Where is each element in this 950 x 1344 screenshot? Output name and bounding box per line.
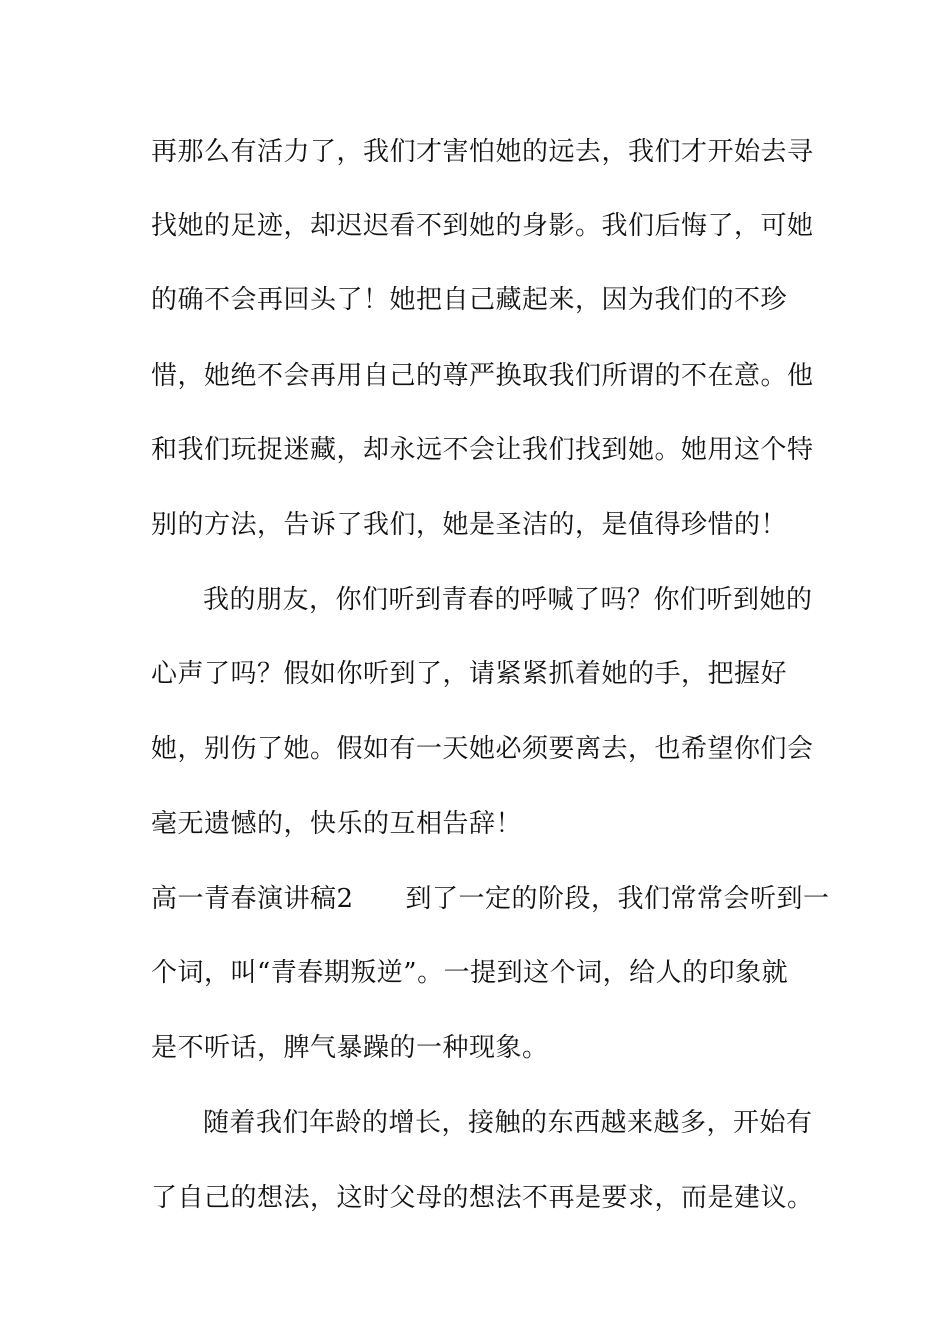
text-line: 我的朋友，你们听到青春的呼喊了吗？你们听到她的 — [203, 585, 813, 615]
heading-paragraph-start: 到了一定的阶段，我们常常会听到一 — [405, 884, 830, 914]
text-line: 别的方法，告诉了我们，她是圣洁的，是值得珍惜的！ — [151, 510, 788, 540]
text-line: 了自己的想法，这时父母的想法不再是要求，而是建议。 — [151, 1183, 814, 1213]
text-line: 和我们玩捉迷藏，却永远不会让我们找到她。她用这个特 — [151, 435, 814, 465]
section-heading: 高一青春演讲稿2 — [151, 884, 354, 914]
text-line: 找她的足迹，却迟迟看不到她的身影。我们后悔了，可她 — [151, 211, 814, 241]
text-line: 毫无遗憾的，快乐的互相告辞！ — [151, 809, 523, 839]
text-line: 是不听话，脾气暴躁的一种现象。 — [151, 1033, 549, 1063]
text-line: 的确不会再回头了！她把自己藏起来，因为我们的不珍 — [151, 285, 788, 315]
text-line: 随着我们年龄的增长，接触的东西越来越多，开始有 — [203, 1108, 813, 1138]
text-line: 再那么有活力了，我们才害怕她的远去，我们才开始去寻 — [151, 137, 814, 167]
text-line: 惜，她绝不会再用自己的尊严换取我们所谓的不在意。他 — [151, 361, 814, 391]
text-line: 个词，叫“青春期叛逆”。一提到这个词，给人的印象就 — [151, 958, 789, 988]
text-line: 她，别伤了她。假如有一天她必须要离去，也希望你们会 — [151, 734, 814, 764]
text-line: 心声了吗？假如你听到了，请紧紧抓着她的手，把握好 — [151, 659, 788, 689]
heading-line — [151, 884, 830, 914]
